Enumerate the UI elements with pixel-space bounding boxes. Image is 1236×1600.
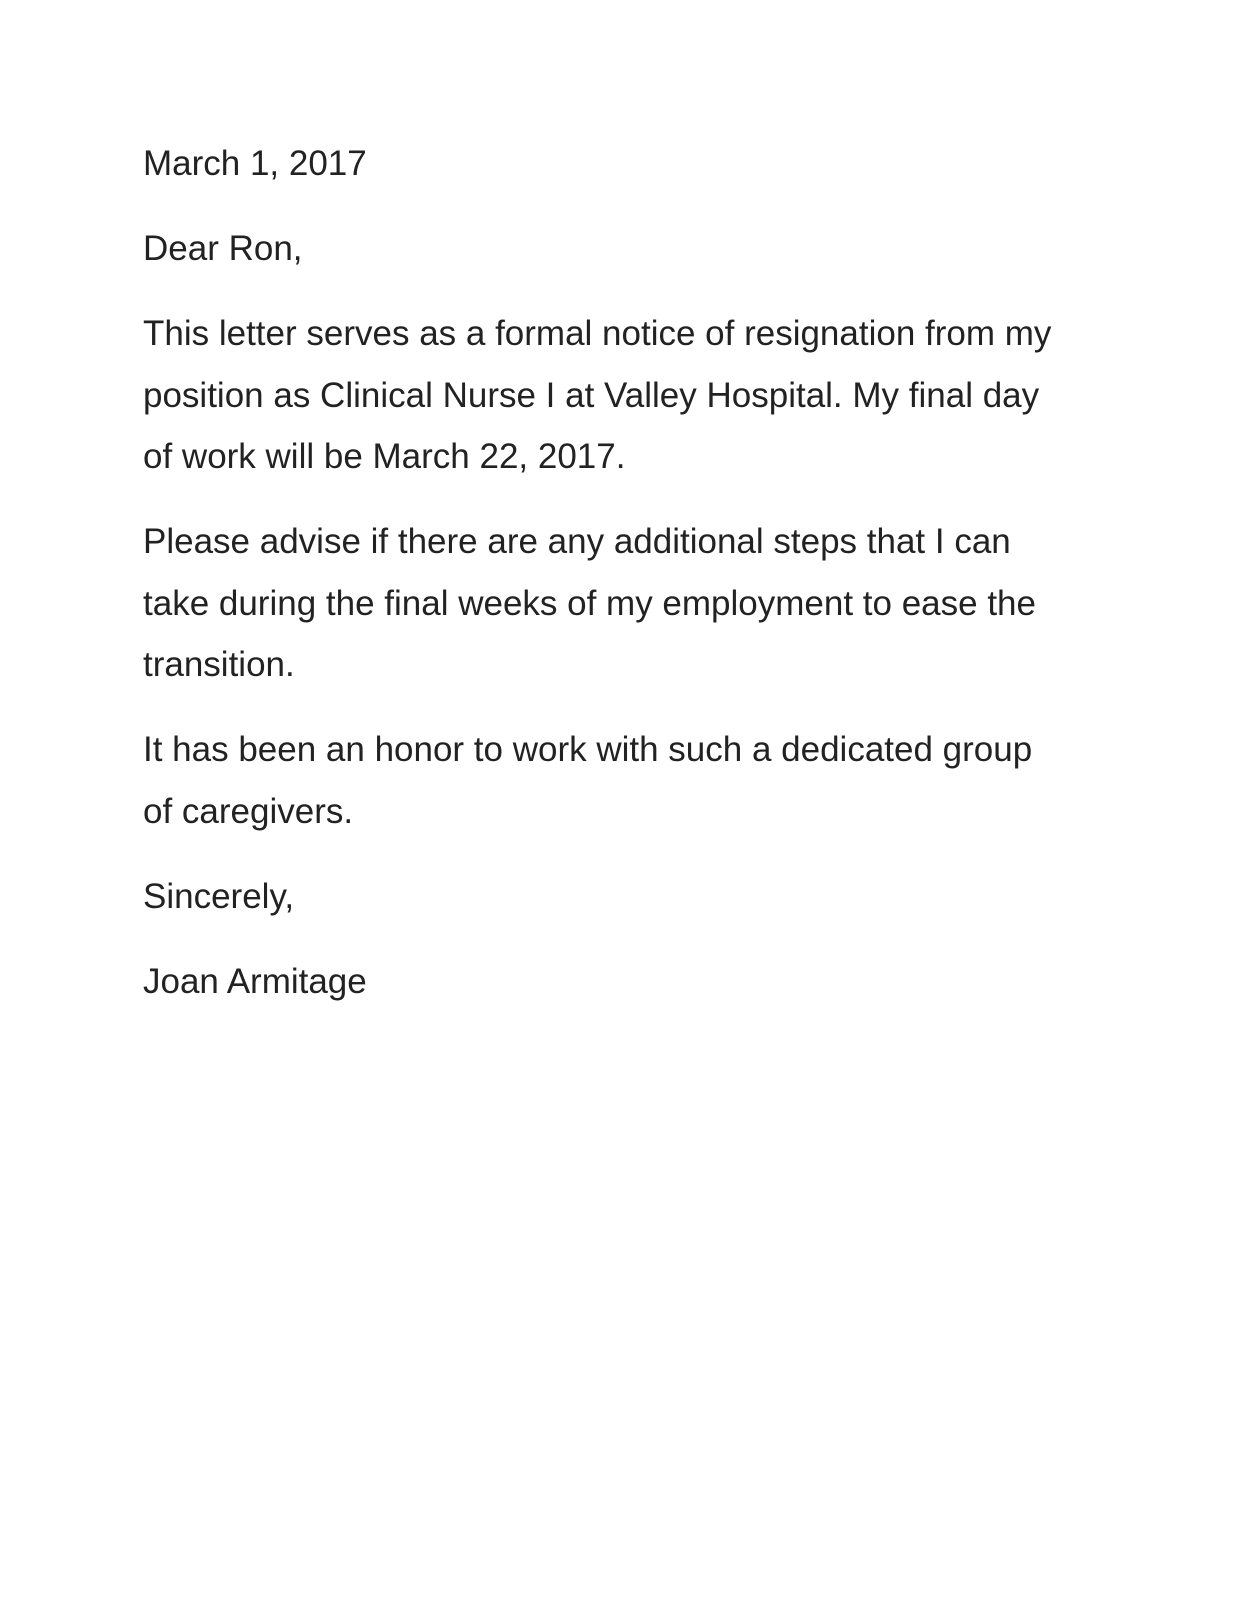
paragraph-line: Please advise if there are any additional steps that I can <box>143 522 1011 561</box>
paragraph-line: This letter serves as a formal notice of resignation from my <box>143 314 1052 353</box>
signature-name: Joan Armitage <box>143 962 367 1001</box>
paragraph-line: It has been an honor to work with such a dedicated group <box>143 730 1033 769</box>
letter-date: March 1, 2017 <box>143 144 367 183</box>
letter-closing: Sincerely, <box>143 877 295 916</box>
letter-salutation: Dear Ron, <box>143 229 303 268</box>
paragraph-line: position as Clinical Nurse I at Valley Hospital. My final day <box>143 376 1040 415</box>
paragraph-line: of caregivers. <box>143 792 354 831</box>
paragraph-line: of work will be March 22, 2017. <box>143 437 626 476</box>
paragraph-line: transition. <box>143 645 295 684</box>
paragraph-line: take during the final weeks of my employment to ease the <box>143 584 1036 623</box>
